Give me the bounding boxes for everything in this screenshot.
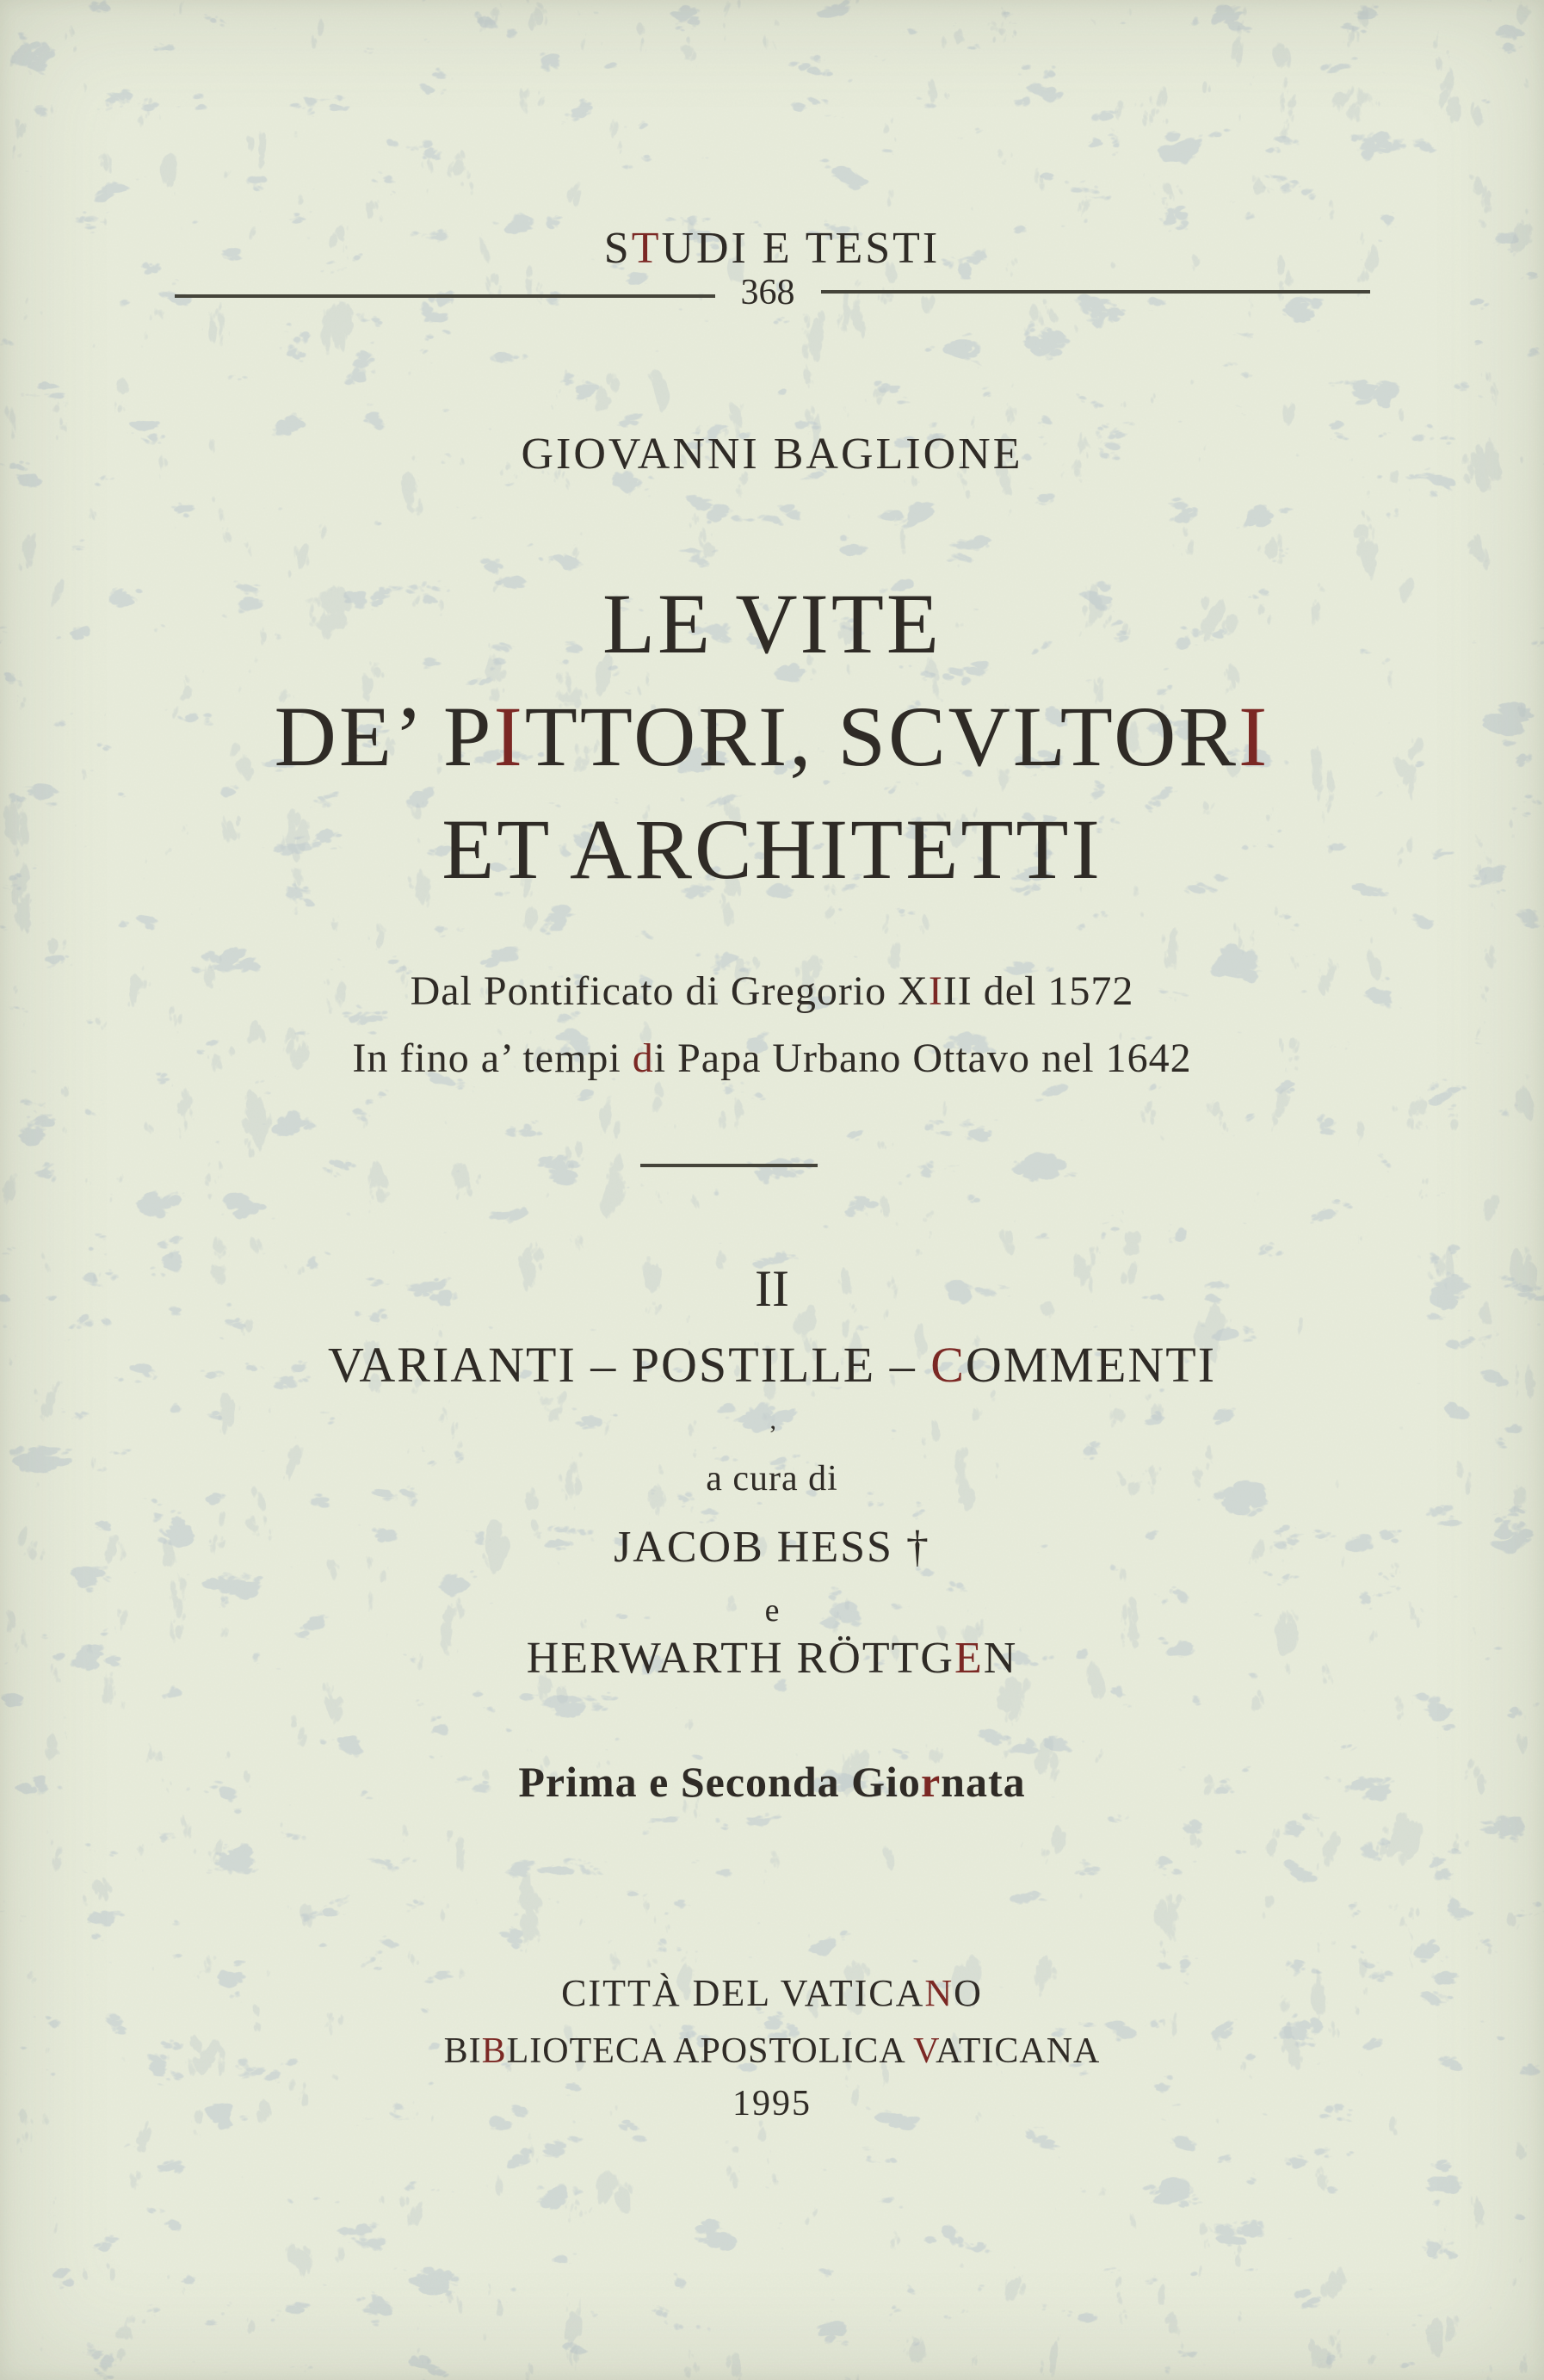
series-title [34, 226, 1510, 271]
text-segment: S [603, 224, 632, 273]
editors-conjunction: e [764, 1592, 780, 1629]
text-segment: CITTÀ DEL VATICA [561, 1972, 925, 2014]
series-number-row [34, 274, 1510, 312]
text-segment: II del 1572 [942, 968, 1134, 1014]
subtitle-line-1 [34, 968, 1510, 1014]
part-title [34, 1758, 1510, 1806]
main-title-line-1: LE VITE [602, 576, 942, 671]
text-segment: Prima e Seconda Gio [518, 1758, 921, 1806]
volume-title [34, 1337, 1510, 1393]
text-segment: O [954, 1972, 983, 2014]
author-name: GIOVANNI BAGLIONE [521, 430, 1023, 479]
header-rule-left [175, 294, 715, 298]
red-ink-letter: d [632, 1035, 654, 1081]
text-segment: UDI E TESTI [661, 224, 941, 273]
red-ink-letter: C [930, 1337, 966, 1393]
imprint-year: 1995 [732, 2084, 812, 2123]
text-segment: N [983, 1634, 1018, 1683]
text-segment: nata [941, 1758, 1026, 1806]
text-segment: TTORI, SCVLTOR [524, 689, 1238, 784]
text-segment: HERWARTH RÖTTG [526, 1634, 954, 1683]
text-segment: LIOTECA APOSTOLICA [506, 2031, 914, 2071]
red-ink-letter: E [954, 1634, 984, 1683]
main-title-line-2 [34, 689, 1510, 784]
red-ink-letter: I [928, 968, 943, 1014]
red-ink-letter: r [920, 1758, 942, 1806]
volume-numeral: II [755, 1260, 789, 1317]
edited-by-label: a cura di [706, 1459, 838, 1499]
text-segment: VARIANTI – POSTILLE – [327, 1337, 931, 1393]
series-number: 368 [740, 273, 795, 312]
text-segment: i Papa Urbano Ottavo nel 1642 [653, 1035, 1192, 1081]
text-segment: DE’ P [274, 689, 494, 784]
text-segment: Dal Pontificato di Gregorio X [410, 968, 929, 1014]
subtitle-line-2 [34, 1035, 1510, 1081]
editor-name-2 [34, 1636, 1510, 1681]
red-ink-letter: I [493, 689, 525, 784]
divider-rule [640, 1164, 818, 1167]
red-ink-letter: V [913, 2031, 936, 2071]
imprint-place [34, 1972, 1510, 2014]
red-ink-letter: B [481, 2031, 507, 2071]
text-segment: OMMENTI [965, 1337, 1217, 1393]
stray-ink-mark: ’ [769, 1420, 777, 1449]
red-ink-letter: I [1238, 689, 1270, 784]
header-rule-right [821, 290, 1370, 294]
red-ink-letter: N [924, 1972, 954, 2014]
red-ink-letter: T [631, 224, 662, 273]
text-segment: In fino a’ tempi [352, 1035, 633, 1081]
main-title-line-3: ET ARCHITETTI [442, 801, 1102, 897]
text-segment: ATICANA [936, 2031, 1101, 2071]
text-segment: BI [443, 2031, 482, 2071]
imprint-publisher [34, 2033, 1510, 2069]
editor-name-1: JACOB HESS † [614, 1523, 930, 1572]
